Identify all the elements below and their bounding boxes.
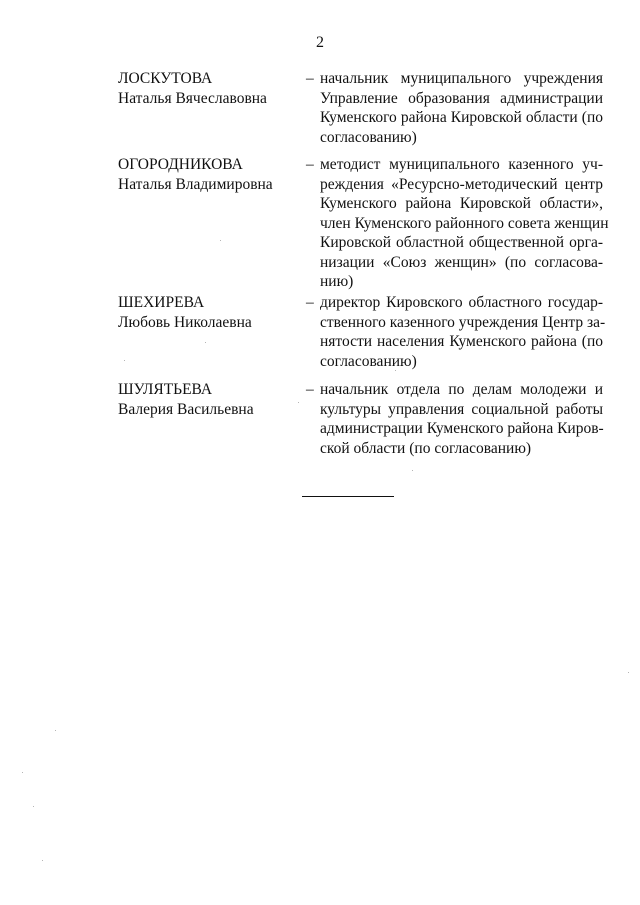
member-name: [118, 380, 298, 419]
role-line: согласованию): [320, 128, 417, 146]
scan-speck: [298, 402, 299, 403]
committee-member-entry: [118, 380, 604, 460]
scan-speck: [220, 240, 221, 241]
scan-speck: [628, 672, 629, 673]
scan-speck: [22, 772, 23, 773]
scan-speck: [42, 860, 43, 861]
role-line: начальник муниципального учреждения: [320, 70, 603, 87]
role-line: Куменского района Кировской области»,: [320, 195, 603, 212]
member-given-names: Наталья Владимировна: [118, 175, 273, 193]
member-name: [118, 155, 298, 194]
member-surname: ОГОРОДНИКОВА: [118, 156, 243, 173]
committee-member-entry: [118, 293, 604, 373]
member-surname: ЛОСКУТОВА: [118, 70, 213, 87]
entry-dash: –: [306, 70, 314, 87]
member-name: [118, 69, 298, 108]
member-given-names: Валерия Васильевна: [118, 400, 254, 418]
role-line: член Куменского районного совета женщин: [320, 214, 609, 232]
member-role: [320, 380, 603, 458]
role-line: ственного казенного учреждения Центр за-: [320, 313, 606, 331]
member-given-names: Наталья Вячеславовна: [118, 89, 267, 107]
member-given-names: Любовь Николаевна: [118, 313, 252, 331]
entry-dash: –: [306, 294, 314, 311]
member-role: [320, 69, 603, 147]
scan-speck: [395, 370, 396, 371]
role-line: низации «Союз женщин» (по согласова-: [320, 253, 603, 271]
role-line: начальник отдела по делам молодежи и: [320, 381, 603, 398]
role-line: администрации Куменского района Киров-: [320, 420, 604, 437]
entry-dash: –: [306, 381, 314, 398]
page-number: 2: [316, 34, 324, 51]
role-line: согласованию): [320, 352, 417, 370]
role-line: ской области (по согласованию): [320, 439, 532, 457]
member-surname: ШЕХИРЕВА: [118, 294, 205, 311]
closing-rule: [302, 496, 394, 497]
member-surname: ШУЛЯТЬЕВА: [118, 381, 213, 398]
member-role: [320, 293, 606, 371]
scan-speck: [124, 360, 125, 361]
role-line: нию): [320, 273, 354, 290]
scan-speck: [412, 470, 413, 471]
role-line: нятости населения Куменского района (по: [320, 333, 603, 350]
role-line: Кировской областной общественной орга-: [320, 234, 603, 251]
committee-member-entry: [118, 155, 609, 295]
role-line: директор Кировского областного государ-: [320, 294, 603, 311]
role-line: Куменского района Кировской области (по: [320, 109, 603, 126]
member-name: [118, 293, 298, 332]
role-line: Управление образования администрации: [320, 89, 603, 107]
role-line: методист муниципального казенного уч-: [320, 156, 603, 173]
scan-speck: [205, 342, 206, 343]
role-line: реждения «Ресурсно-методический центр: [320, 175, 603, 193]
committee-member-entry: [118, 69, 604, 149]
scan-speck: [55, 730, 56, 731]
scan-speck: [33, 806, 34, 807]
role-line: культуры управления социальной работы: [320, 400, 603, 418]
entry-dash: –: [306, 156, 314, 173]
member-role: [320, 155, 609, 292]
